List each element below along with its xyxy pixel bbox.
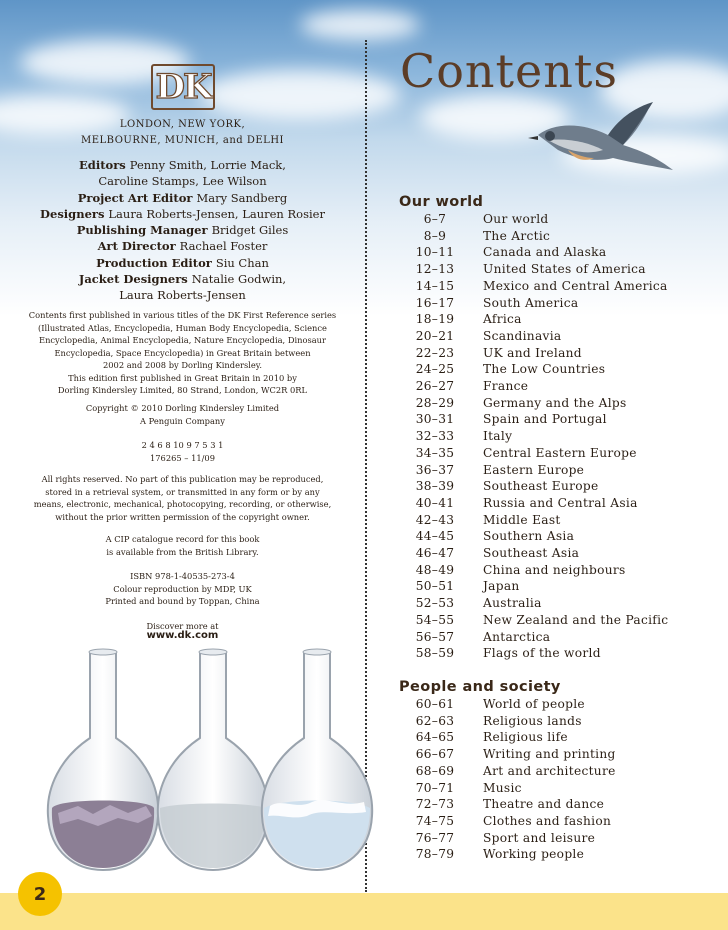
text-line: Encyclopedia, Animal Encyclopedia, Nature Encyclopedia, Dinosaur xyxy=(39,335,326,345)
entry-pages: 42–43 xyxy=(415,512,455,527)
credit-line xyxy=(0,173,365,189)
entry-pages: 34–35 xyxy=(415,445,455,460)
text-line: Printed and bound by Toppan, China xyxy=(105,596,260,606)
contents-entry[interactable] xyxy=(399,646,719,663)
entry-pages: 78–79 xyxy=(415,847,455,862)
text-line: A Penguin Company xyxy=(140,415,225,426)
entry-title: Sport and leisure xyxy=(483,830,596,845)
contents-entry[interactable] xyxy=(399,212,719,229)
contents-entry[interactable] xyxy=(399,296,719,313)
contents-entry[interactable] xyxy=(399,781,719,798)
publication-note xyxy=(0,309,365,397)
rights-note xyxy=(0,473,365,523)
entry-pages: 36–37 xyxy=(415,462,455,477)
entry-title: Central Eastern Europe xyxy=(483,445,637,460)
text-line: ISBN 978-1-40535-273-4 xyxy=(130,571,235,581)
contents-entry[interactable] xyxy=(399,229,719,246)
section-heading: People and society xyxy=(399,679,561,695)
contents-entry[interactable] xyxy=(399,496,719,513)
credits-block xyxy=(0,157,365,304)
entry-pages: 12–13 xyxy=(415,262,455,277)
entry-pages: 64–65 xyxy=(415,730,455,745)
cloud xyxy=(300,10,420,40)
entry-pages: 66–67 xyxy=(415,747,455,762)
entry-pages: 76–77 xyxy=(415,830,455,845)
text-line: Copyright © 2010 Dorling Kindersley Limited xyxy=(85,403,280,413)
contents-entry[interactable] xyxy=(399,329,719,346)
entry-title: Canada and Alaska xyxy=(483,245,607,260)
credit-role: Editors xyxy=(79,158,126,172)
entry-pages: 10–11 xyxy=(415,245,455,260)
contents-entry[interactable] xyxy=(399,429,719,446)
entry-title: The Low Countries xyxy=(483,362,606,377)
entry-pages: 70–71 xyxy=(415,780,455,795)
entry-pages: 48–49 xyxy=(415,562,455,577)
entry-title: Working people xyxy=(483,847,585,862)
contents-entry[interactable] xyxy=(399,563,719,580)
entry-title: Australia xyxy=(483,596,542,611)
entry-title: Italy xyxy=(483,429,513,444)
contents-entry[interactable] xyxy=(399,697,719,714)
entry-pages: 46–47 xyxy=(415,546,455,560)
contents-entry[interactable] xyxy=(399,814,719,831)
entry-pages: 60–61 xyxy=(415,697,455,711)
entry-title: Clothes and fashion xyxy=(483,813,612,828)
credit-line xyxy=(0,206,365,222)
entry-title: Southeast Europe xyxy=(483,479,599,494)
contents-entry[interactable] xyxy=(399,312,719,329)
contents-entry[interactable] xyxy=(399,596,719,613)
entry-title: South America xyxy=(483,295,579,310)
contents-entry[interactable] xyxy=(399,579,719,596)
credit-role: Production Editor xyxy=(96,255,212,270)
entry-title: France xyxy=(483,379,529,393)
entry-pages: 28–29 xyxy=(415,395,455,410)
entry-pages: 22–23 xyxy=(415,345,455,360)
text-line: without the prior written permission of the copyright owner. xyxy=(55,511,310,522)
contents-entry[interactable] xyxy=(399,714,719,731)
contents-entry[interactable] xyxy=(399,245,719,262)
entry-title: Antarctica xyxy=(483,629,551,644)
entry-pages: 44–45 xyxy=(415,529,455,544)
text-line: Encyclopedia, Space Encyclopedia) in Great Britain between xyxy=(54,347,311,358)
text-line: 2 4 6 8 10 9 7 5 3 1 xyxy=(141,440,224,450)
entry-pages: 20–21 xyxy=(415,328,455,343)
publisher-places xyxy=(0,117,365,149)
entry-title: World of people xyxy=(483,697,585,711)
bird-image xyxy=(528,100,678,180)
credit-role: Jacket Designers xyxy=(78,272,188,287)
isbn-note xyxy=(0,570,365,608)
contents-entry[interactable] xyxy=(399,513,719,530)
discover-text: Discover more at xyxy=(146,621,219,631)
contents-entry[interactable] xyxy=(399,546,719,563)
entry-pages: 38–39 xyxy=(415,479,455,494)
entry-title: The Arctic xyxy=(483,228,551,243)
entry-title: Japan xyxy=(483,579,520,594)
contents-entry[interactable] xyxy=(399,279,719,296)
contents-entry[interactable] xyxy=(399,529,719,546)
entry-title: Southern Asia xyxy=(483,529,575,544)
credit-role: Art Director xyxy=(97,239,176,254)
contents-entry[interactable] xyxy=(399,797,719,814)
credit-line xyxy=(0,271,365,287)
text-line: Contents first published in various titles of the DK First Reference series xyxy=(28,310,337,320)
credit-names: Laura Roberts-Jensen xyxy=(119,288,246,303)
entry-title: Africa xyxy=(483,312,522,327)
contents-entry[interactable] xyxy=(399,747,719,764)
entry-pages: 50–51 xyxy=(415,579,455,594)
entry-pages: 24–25 xyxy=(415,362,455,377)
entry-title: Southeast Asia xyxy=(483,546,580,560)
entry-pages: 14–15 xyxy=(415,278,455,293)
text-line: Colour reproduction by MDP, UK xyxy=(113,583,252,594)
entry-pages: 68–69 xyxy=(415,763,455,778)
contents-entry[interactable] xyxy=(399,362,719,379)
entry-pages: 18–19 xyxy=(415,312,455,327)
contents-entry[interactable] xyxy=(399,446,719,463)
text-line: 2002 and 2008 by Dorling Kindersley. xyxy=(102,360,263,370)
entry-title: New Zealand and the Pacific xyxy=(483,612,669,627)
contents-entry[interactable] xyxy=(399,412,719,429)
entry-pages: 56–57 xyxy=(415,629,455,644)
text-line: (Illustrated Atlas, Encyclopedia, Human Body Encyclopedia, Science xyxy=(38,322,327,333)
text-line: Dorling Kindersley Limited, 80 Strand, London, WC2R 0RL xyxy=(57,385,308,395)
credit-line xyxy=(0,190,365,206)
credit-names: Rachael Foster xyxy=(179,239,268,254)
entry-pages: 72–73 xyxy=(415,797,455,812)
entry-pages: 62–63 xyxy=(415,713,455,728)
copyright-note xyxy=(0,402,365,427)
entry-title: Music xyxy=(483,780,522,795)
contents-entry[interactable] xyxy=(399,479,719,496)
entry-title: Flags of the world xyxy=(483,646,601,661)
credit-names: Caroline Stamps, Lee Wilson xyxy=(98,174,267,189)
credit-line xyxy=(0,287,365,303)
credit-names: Laura Roberts-Jensen, Lauren Rosier xyxy=(108,206,325,221)
contents-entry[interactable] xyxy=(399,764,719,781)
section-heading: Our world xyxy=(399,194,484,210)
entry-title: Germany and the Alps xyxy=(483,395,627,410)
contents-entry[interactable] xyxy=(399,613,719,630)
entry-title: Middle East xyxy=(483,512,561,527)
entry-title: Writing and printing xyxy=(483,747,616,762)
text-line: stored in a retrieval system, or transmitted in any form or by any xyxy=(45,486,320,497)
places-line: LONDON, NEW YORK, xyxy=(119,119,246,130)
entry-pages: 16–17 xyxy=(415,295,455,310)
entry-title: Mexico and Central America xyxy=(483,278,668,293)
credit-names: Penny Smith, Lorrie Mack, xyxy=(129,158,286,172)
contents-entry[interactable] xyxy=(399,379,719,396)
entry-pages: 26–27 xyxy=(415,379,455,393)
footer-bar xyxy=(0,893,728,930)
text-line: All rights reserved. No part of this publication may be reproduced, xyxy=(41,474,324,484)
entry-title: Theatre and dance xyxy=(483,797,605,812)
page-title: Contents xyxy=(400,44,618,98)
credit-line xyxy=(0,255,365,271)
entry-title: United States of America xyxy=(483,262,646,277)
credit-names: Natalie Godwin, xyxy=(191,272,287,287)
cloud xyxy=(200,70,400,120)
entry-title: Religious lands xyxy=(483,713,582,728)
credit-names: Siu Chan xyxy=(215,255,269,270)
cip-note xyxy=(0,533,365,558)
credit-names: Bridget Giles xyxy=(211,223,289,238)
entry-pages: 54–55 xyxy=(415,612,455,627)
entry-pages: 8–9 xyxy=(423,228,447,243)
text-line: 176265 – 11/09 xyxy=(149,452,215,463)
contents-entry[interactable] xyxy=(399,396,719,413)
entry-pages: 40–41 xyxy=(415,495,455,510)
dk-logo: DK xyxy=(151,64,215,110)
credit-names: Mary Sandberg xyxy=(196,190,288,205)
contents-entry[interactable] xyxy=(399,262,719,279)
entry-pages: 58–59 xyxy=(415,646,455,661)
entry-pages: 74–75 xyxy=(415,813,455,828)
entry-title: Eastern Europe xyxy=(483,462,585,477)
entry-title: Spain and Portugal xyxy=(483,412,607,427)
credit-role: Publishing Manager xyxy=(76,223,208,238)
flask-image xyxy=(252,648,382,873)
print-line xyxy=(0,439,365,464)
credit-line xyxy=(0,157,365,173)
entry-title: Art and architecture xyxy=(483,763,616,778)
contents-entry[interactable] xyxy=(399,346,719,363)
entry-title: UK and Ireland xyxy=(483,345,582,360)
contents-entry[interactable] xyxy=(399,831,719,848)
entry-title: Our world xyxy=(483,212,549,226)
text-line: A CIP catalogue record for this book xyxy=(105,534,260,544)
entry-pages: 52–53 xyxy=(415,596,455,611)
entry-pages: 6–7 xyxy=(423,212,447,226)
credit-line xyxy=(0,222,365,238)
text-line: is available from the British Library. xyxy=(106,546,259,557)
credit-role: Designers xyxy=(40,206,105,221)
entry-title: China and neighbours xyxy=(483,562,626,577)
credit-role: Project Art Editor xyxy=(77,190,193,205)
entry-title: Scandinavia xyxy=(483,328,562,343)
credit-line xyxy=(0,238,365,254)
contents-entry[interactable] xyxy=(399,730,719,747)
text-line: means, electronic, mechanical, photocopying, recording, or otherwise, xyxy=(33,499,332,509)
page-number-badge: 2 xyxy=(18,872,62,916)
contents-entry[interactable] xyxy=(399,630,719,647)
places-line: MELBOURNE, MUNICH, and DELHI xyxy=(81,135,284,146)
entry-pages: 32–33 xyxy=(415,429,455,444)
entry-title: Religious life xyxy=(483,730,568,745)
entry-title: Russia and Central Asia xyxy=(483,495,638,510)
website-link[interactable]: www.dk.com xyxy=(146,630,219,641)
entry-pages: 30–31 xyxy=(415,412,455,427)
contents-entry[interactable] xyxy=(399,463,719,480)
contents-entry[interactable] xyxy=(399,847,719,864)
text-line: This edition first published in Great Britain in 2010 by xyxy=(68,372,297,383)
